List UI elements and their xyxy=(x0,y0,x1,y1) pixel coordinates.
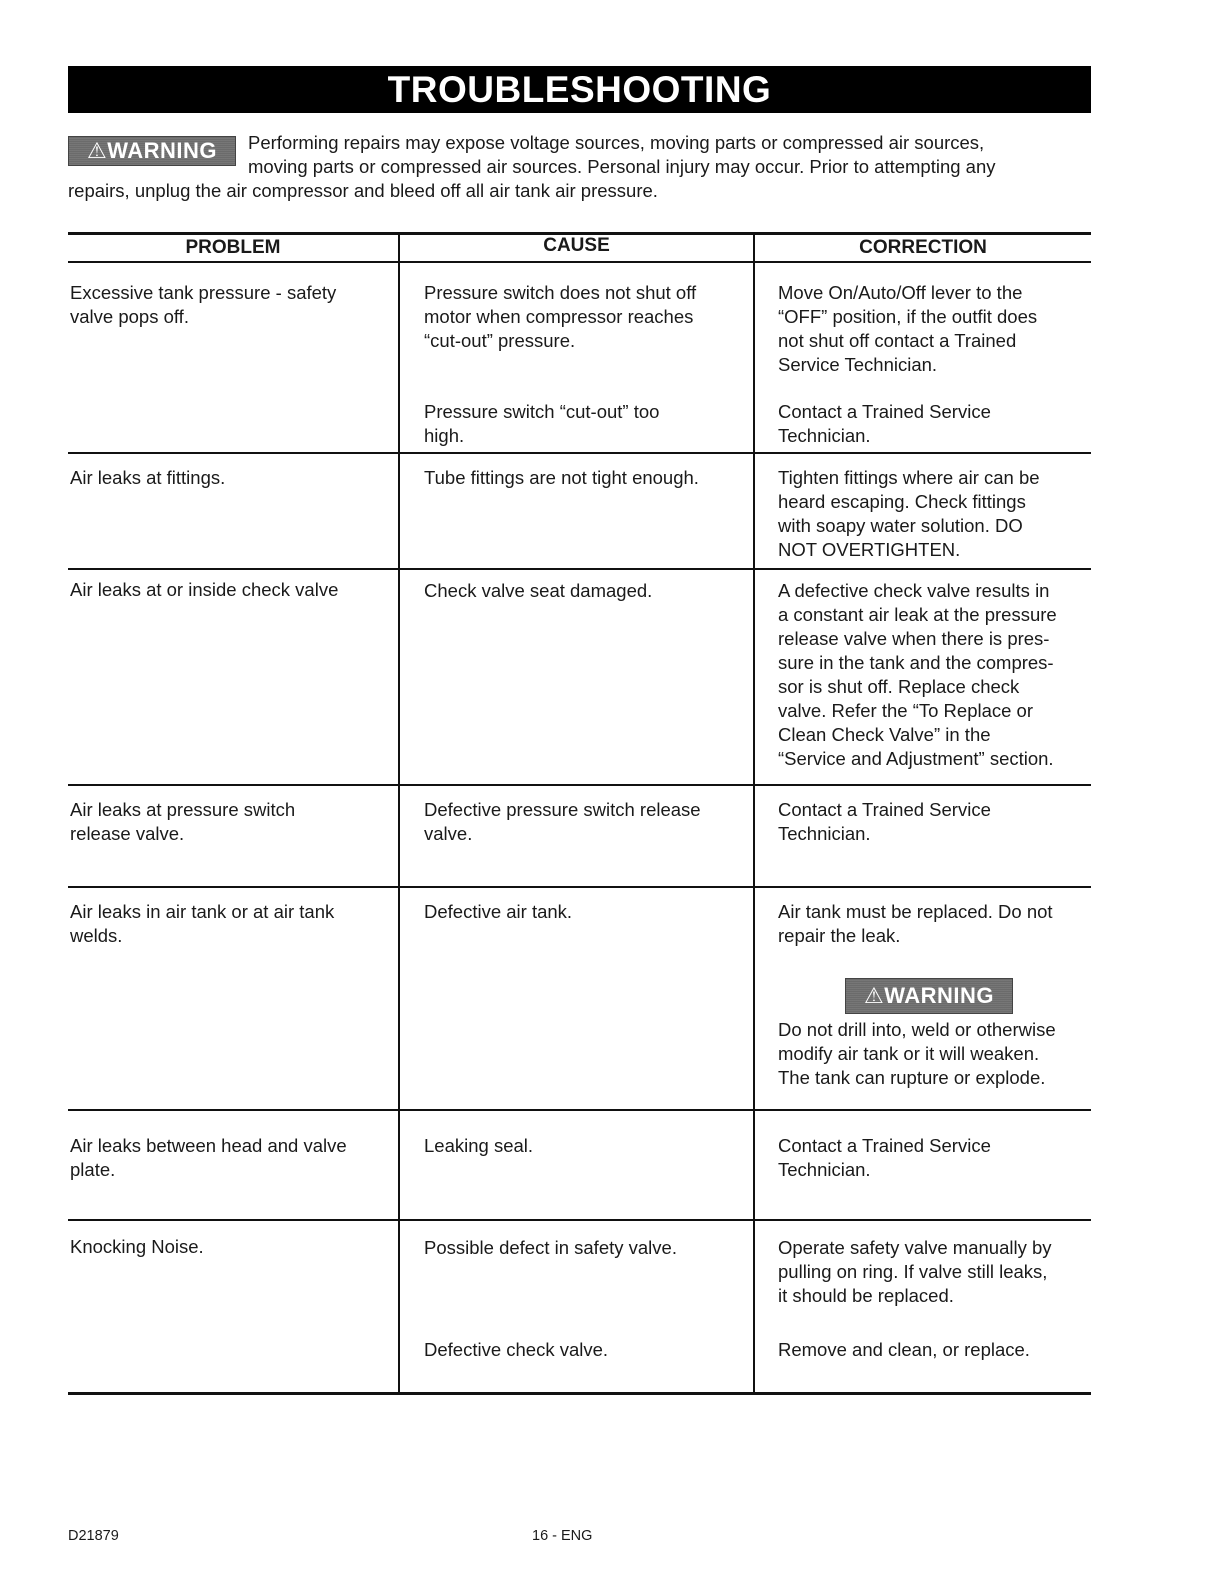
problem-cell xyxy=(70,1134,347,1182)
cell-line: Technician. xyxy=(778,1159,871,1180)
cause-cell xyxy=(424,281,696,353)
cell-line: it should be replaced. xyxy=(778,1285,954,1306)
page-title: TROUBLESHOOTING xyxy=(68,66,1091,113)
cell-line: Air leaks at pressure switch xyxy=(70,799,296,820)
cell-line: modify air tank or it will weaken. xyxy=(778,1043,1040,1064)
cause-cell xyxy=(424,900,572,924)
cell-line: Excessive tank pressure - safety xyxy=(70,282,337,303)
cell-line: valve. Refer the “To Replace or xyxy=(778,700,1034,721)
cell-line: Tighten fittings where air can be xyxy=(778,467,1040,488)
cell-line: release valve. xyxy=(70,823,185,844)
row-divider xyxy=(68,1109,1091,1111)
cell-line: Air tank must be replaced. Do not xyxy=(778,901,1053,922)
cell-line: release valve when there is pres- xyxy=(778,628,1050,649)
cell-line: Move On/Auto/Off lever to the xyxy=(778,282,1023,303)
cell-line: welds. xyxy=(70,925,123,946)
intro-line: Performing repairs may expose voltage sources, moving parts or compressed air sources, xyxy=(248,132,985,153)
cell-line: Knocking Noise. xyxy=(70,1236,204,1257)
row-divider xyxy=(68,1219,1091,1221)
cell-line: Air leaks at fittings. xyxy=(70,467,226,488)
problem-cell xyxy=(70,900,334,948)
cell-line: Contact a Trained Service xyxy=(778,401,991,422)
cell-line: heard escaping. Check fittings xyxy=(778,491,1026,512)
correction-cell xyxy=(778,579,1057,771)
header-cause: CAUSE xyxy=(543,235,610,256)
header-bottom-rule xyxy=(68,261,1091,263)
correction-cell xyxy=(778,798,991,846)
problem-cell xyxy=(70,798,295,846)
problem-cell xyxy=(70,578,338,602)
cell-line: Pressure switch does not shut off xyxy=(424,282,697,303)
cell-line: Air leaks between head and valve xyxy=(70,1135,347,1156)
cell-line: Tube fittings are not tight enough. xyxy=(424,467,699,488)
row-divider xyxy=(68,568,1091,570)
cause-cell xyxy=(424,400,659,448)
cell-line: The tank can rupture or explode. xyxy=(778,1067,1046,1088)
correction-cell xyxy=(778,1338,1030,1362)
problem-cell xyxy=(70,466,225,490)
cell-line: “OFF” position, if the outfit does xyxy=(778,306,1038,327)
document-code: D21879 xyxy=(68,1528,119,1544)
intro-line: repairs, unplug the air compressor and bleed off all air tank air pressure. xyxy=(68,180,658,201)
cell-line: “cut-out” pressure. xyxy=(424,330,576,351)
cell-line: A defective check valve results in xyxy=(778,580,1050,601)
cell-line: Defective check valve. xyxy=(424,1339,609,1360)
row-divider xyxy=(68,886,1091,888)
correction-cell xyxy=(778,1018,1056,1090)
correction-cell xyxy=(778,1236,1052,1308)
cell-line: valve pops off. xyxy=(70,306,189,327)
cell-line: valve. xyxy=(424,823,473,844)
cell-line: Technician. xyxy=(778,425,871,446)
cell-line: plate. xyxy=(70,1159,116,1180)
correction-cell xyxy=(778,466,1040,562)
column-divider xyxy=(398,232,400,1395)
cell-line: Air leaks in air tank or at air tank xyxy=(70,901,335,922)
cell-line: Pressure switch “cut-out” too xyxy=(424,401,660,422)
cause-cell xyxy=(424,798,701,846)
header-correction: CORRECTION xyxy=(859,237,987,258)
cell-line: Leaking seal. xyxy=(424,1135,534,1156)
intro-line: moving parts or compressed air sources. Personal injury may occur. Prior to attempting any xyxy=(248,156,996,177)
correction-cell xyxy=(778,400,991,448)
correction-cell xyxy=(778,900,1053,948)
cause-cell xyxy=(424,1338,608,1362)
row-divider xyxy=(68,784,1091,786)
cell-line: with soapy water solution. DO xyxy=(778,515,1023,536)
cell-line: Defective pressure switch release xyxy=(424,799,701,820)
cell-line: motor when compressor reaches xyxy=(424,306,694,327)
row-divider xyxy=(68,452,1091,454)
intro-warning-text xyxy=(68,131,1078,203)
cell-line: Defective air tank. xyxy=(424,901,573,922)
cell-line: NOT OVERTIGHTEN. xyxy=(778,539,961,560)
column-divider xyxy=(753,232,755,1395)
cause-cell xyxy=(424,579,652,603)
cell-line: Service Technician. xyxy=(778,354,938,375)
warning-badge: ⚠WARNING xyxy=(845,978,1013,1014)
cell-line: repair the leak. xyxy=(778,925,901,946)
cell-line: pulling on ring. If valve still leaks, xyxy=(778,1261,1048,1282)
cell-line: Do not drill into, weld or otherwise xyxy=(778,1019,1056,1040)
cell-line: Check valve seat damaged. xyxy=(424,580,653,601)
cell-line: high. xyxy=(424,425,465,446)
cause-cell xyxy=(424,1236,677,1260)
problem-cell xyxy=(70,1235,204,1259)
warning-badge: ⚠WARNING xyxy=(68,136,236,166)
cell-line: Contact a Trained Service xyxy=(778,1135,991,1156)
header-problem: PROBLEM xyxy=(185,237,281,258)
cause-cell xyxy=(424,466,699,490)
cell-line: not shut off contact a Trained xyxy=(778,330,1017,351)
cell-line: Clean Check Valve” in the xyxy=(778,724,991,745)
correction-cell xyxy=(778,1134,991,1182)
cell-line: a constant air leak at the pressure xyxy=(778,604,1057,625)
problem-cell xyxy=(70,281,336,329)
cell-line: “Service and Adjustment” section. xyxy=(778,748,1054,769)
page-number: 16 - ENG xyxy=(532,1528,593,1544)
cell-line: Contact a Trained Service xyxy=(778,799,991,820)
correction-cell xyxy=(778,281,1037,377)
cell-line: Air leaks at or inside check valve xyxy=(70,579,339,600)
cell-line: Operate safety valve manually by xyxy=(778,1237,1052,1258)
cell-line: Possible defect in safety valve. xyxy=(424,1237,677,1258)
cell-line: sor is shut off. Replace check xyxy=(778,676,1020,697)
cell-line: Technician. xyxy=(778,823,871,844)
cell-line: Remove and clean, or replace. xyxy=(778,1339,1030,1360)
cell-line: sure in the tank and the compres- xyxy=(778,652,1054,673)
table-bottom-rule xyxy=(68,1392,1091,1395)
cause-cell xyxy=(424,1134,533,1158)
